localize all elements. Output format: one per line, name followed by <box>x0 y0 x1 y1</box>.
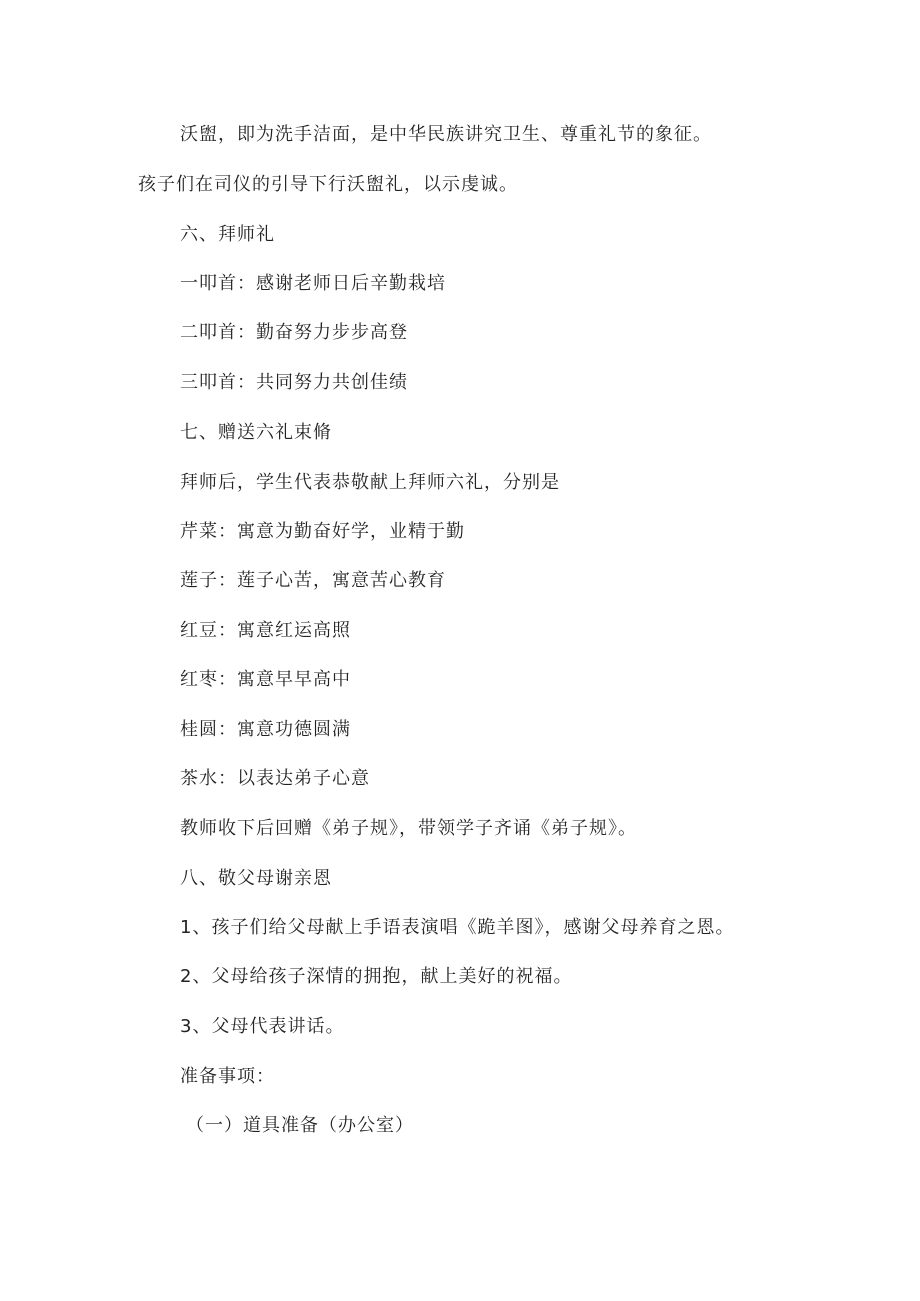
paragraph-wopan-intro: 沃盥，即为洗手洁面，是中华民族讲究卫生、尊重礼节的象征。 <box>180 124 712 145</box>
section-heading-preparation: 准备事项： <box>180 1066 275 1087</box>
list-item: 1、孩子们给父母献上手语表演唱《跪羊图》，感谢父母养育之恩。 <box>180 917 735 938</box>
paragraph: 教师收下后回赠《弟子规》，带领学子齐诵《弟子规》。 <box>180 818 637 839</box>
list-item: 3、父母代表讲话。 <box>180 1016 345 1037</box>
list-item: 芹菜：寓意为勤奋好学，业精于勤 <box>180 521 465 542</box>
list-item: 红豆：寓意红运高照 <box>180 620 351 641</box>
list-item: 2、父母给孩子深情的拥抱，献上美好的祝福。 <box>180 966 573 987</box>
paragraph: 拜师后，学生代表恭敬献上拜师六礼，分别是 <box>180 472 560 493</box>
section-heading-6: 六、拜师礼 <box>180 224 275 245</box>
list-item: 桂圆：寓意功德圆满 <box>180 719 351 740</box>
section-heading-8: 八、敬父母谢亲恩 <box>180 868 332 889</box>
list-item: 三叩首：共同努力共创佳绩 <box>180 372 408 393</box>
list-item: 一叩首：感谢老师日后辛勤栽培 <box>180 273 446 294</box>
paragraph-wopan-ritual: 孩子们在司仪的引导下行沃盥礼，以示虔诚。 <box>138 174 518 195</box>
subsection-heading: （一）道具准备（办公室） <box>186 1115 414 1136</box>
list-item: 红枣：寓意早早高中 <box>180 669 351 690</box>
list-item: 二叩首：勤奋努力步步高登 <box>180 322 408 343</box>
section-heading-7: 七、赠送六礼束脩 <box>180 422 332 443</box>
list-item: 莲子：莲子心苦，寓意苦心教育 <box>180 570 446 591</box>
list-item: 茶水：以表达弟子心意 <box>180 768 370 789</box>
